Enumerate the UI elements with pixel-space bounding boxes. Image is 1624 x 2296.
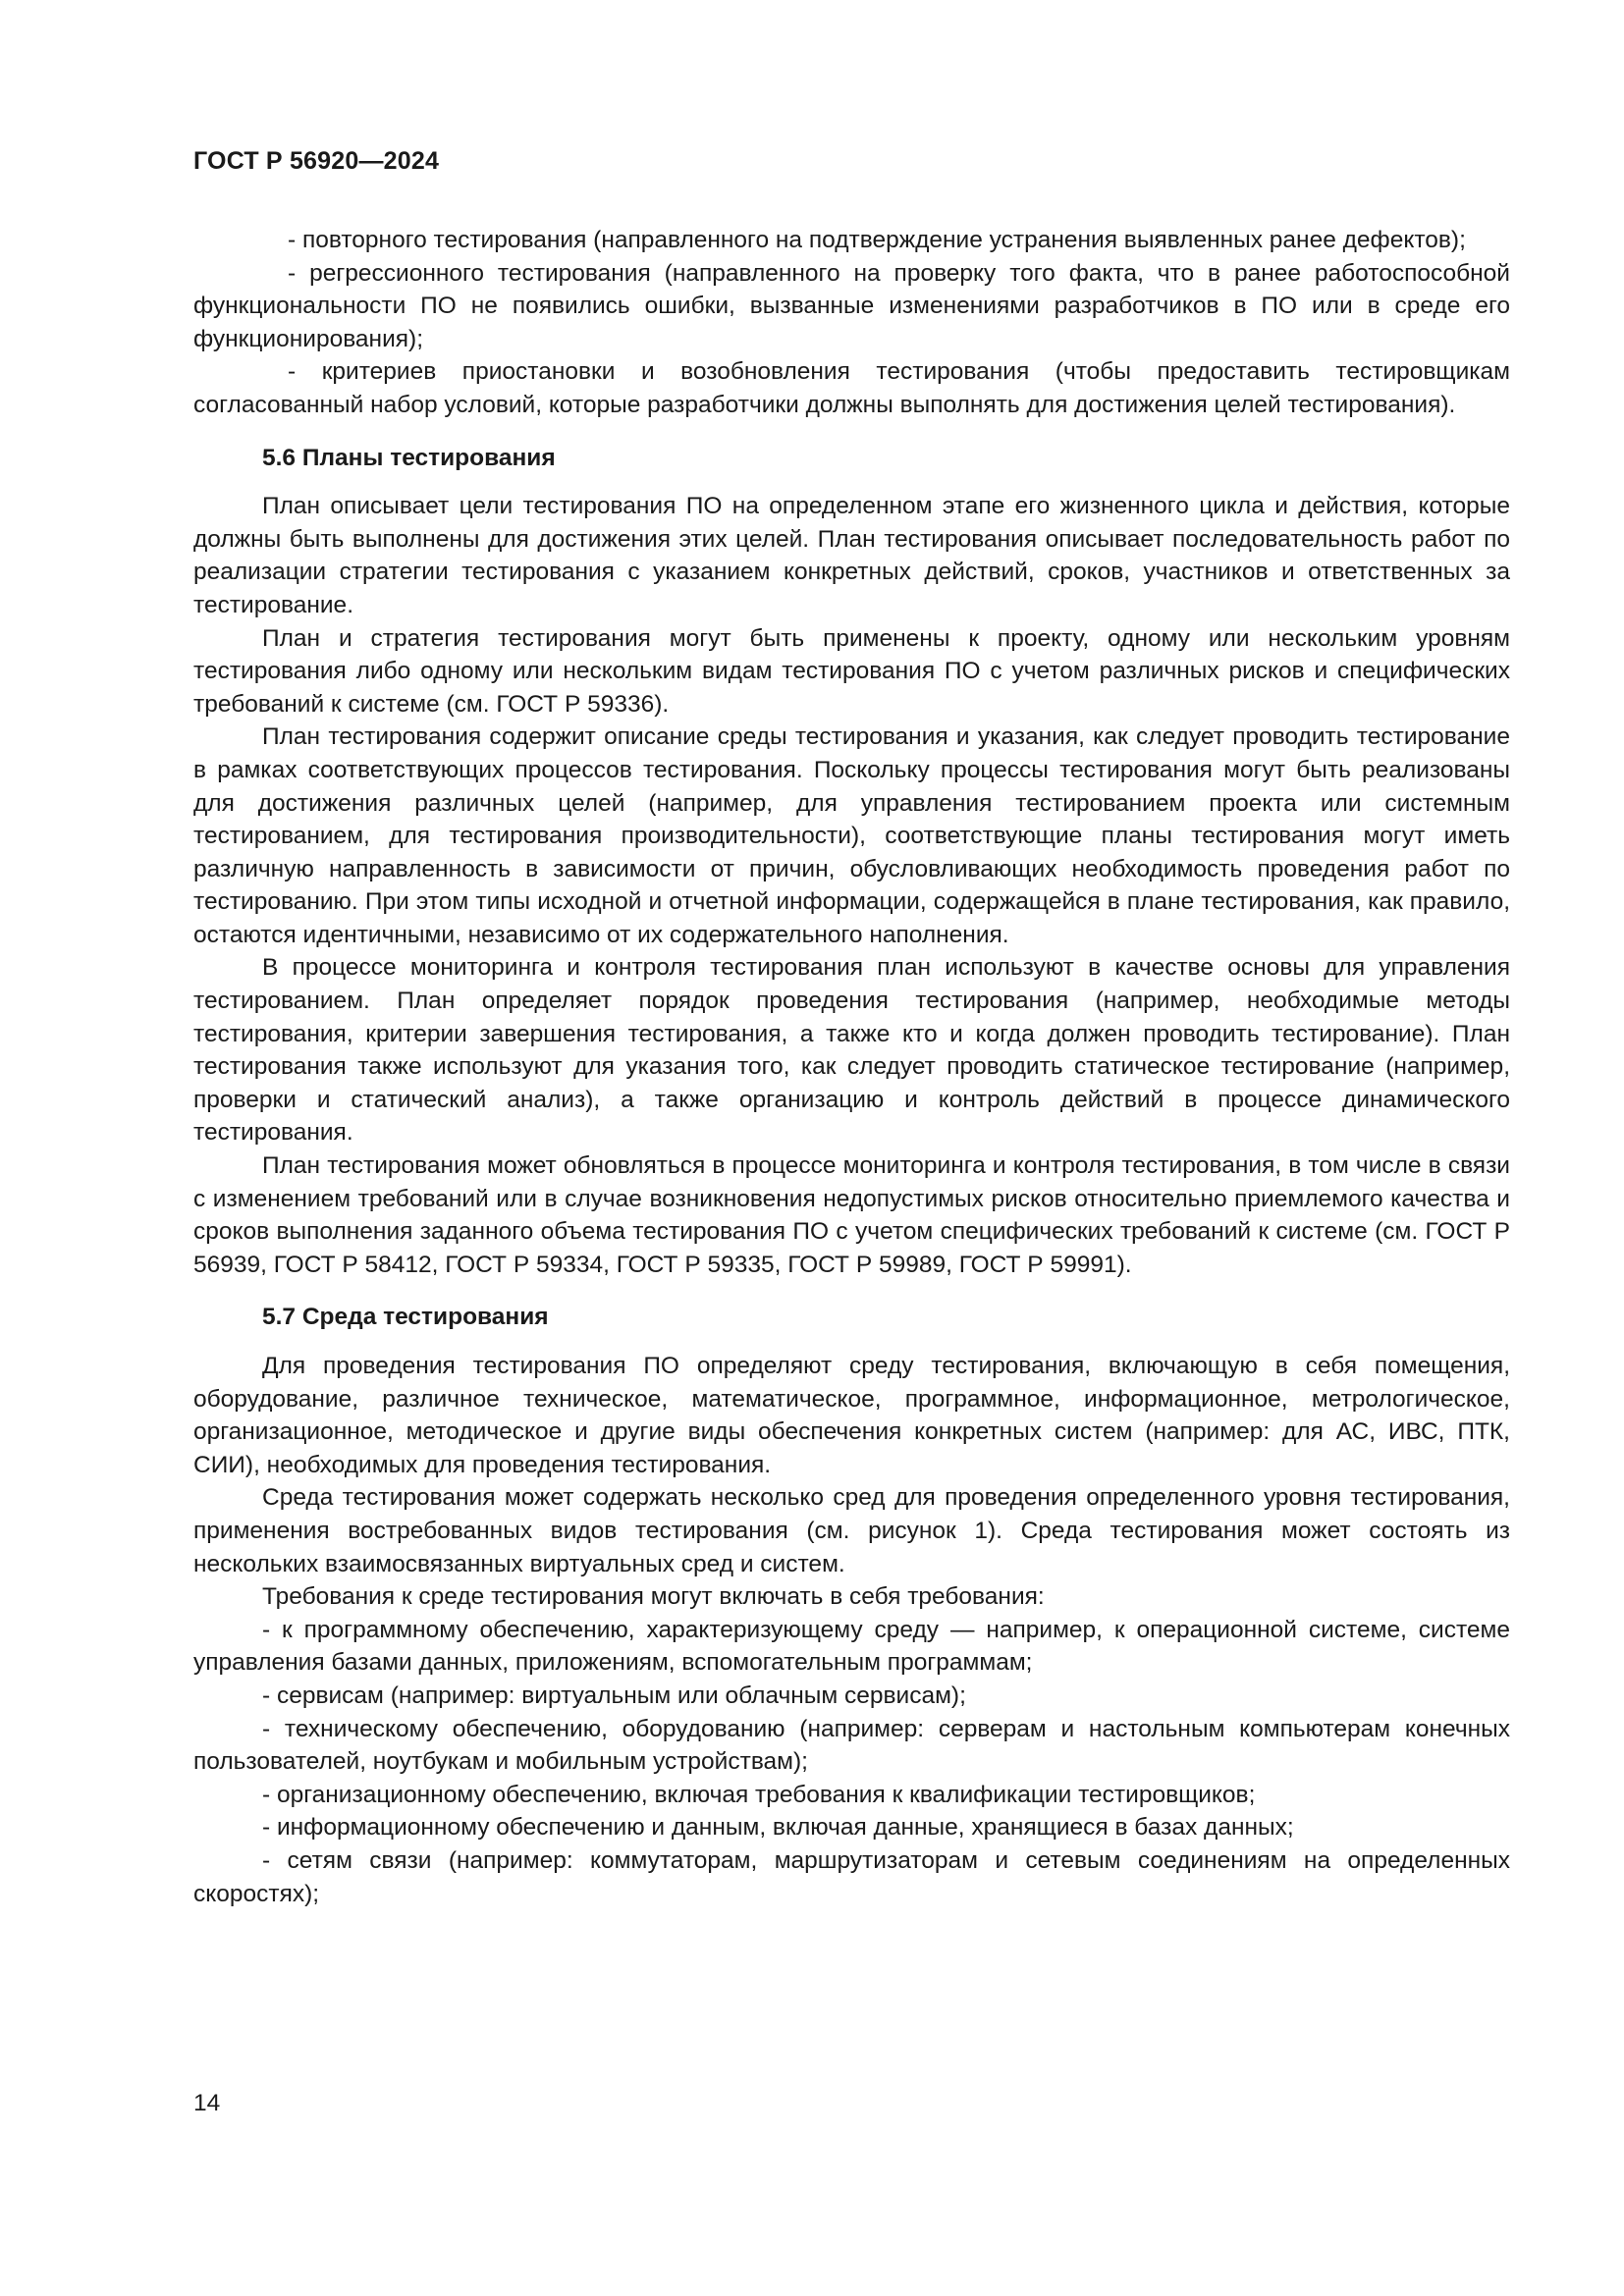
section-5-6-paragraph: В процессе мониторинга и контроля тестирования план используют в качестве основы для управления тестированием. План определяет порядок проведения тестирования (например, необходимые методы тестирования, критерии завершения тестирования, а также кто и когда должен проводить тестирование). План тестирования также используют для указания того, как следует проводить статическое тестирование (например, проверки и статический анализ), а также организацию и контроль действий в процессе динамического тестирования. [193,954,1510,1147]
section-5-6-paragraph: План тестирования содержит описание среды тестирования и указания, как следует проводить тестирование в рамках соответствующих процессов тестирования. Поскольку процессы тестирования могут быть реализованы для достижения различных целей (например, для управления тестированием проекта или системным тестированием, для тестирования производительности), соответствующие планы тестирования могут иметь различную направленность в зависимости от причин, обусловливающих необходимость проведения работ по тестированию. При этом типы исходной и отчетной информации, содержащейся в плане тестирования, как правило, остаются идентичными, независимо от их содержательного наполнения. [193,723,1510,948]
section-5-7-paragraph: Для проведения тестирования ПО определяют среду тестирования, включающую в себя помещения, оборудование, различное техническое, математическое, программное, информационное, метрологическое, организационное, методическое и другие виды обеспечения конкретных систем (например: для АС, ИВС, ПТК, СИИ), необходимых для проведения тестирования. [193,1353,1510,1478]
section-5-7-paragraph: Требования к среде тестирования могут включать в себя требования: [262,1583,1045,1611]
page-number: 14 [193,2090,221,2116]
intro-list-item: - регрессионного тестирования (направленного на проверку того факта, что в ранее работоспособной функциональности ПО не появились ошибки, вызванные изменениями разработчиков в ПО или в среде его функционирования); [193,259,1510,352]
section-5-7-paragraph: Среда тестирования может содержать несколько сред для проведения определенного уровня тестирования, применения востребованных видов тестирования (см. рисунок 1). Среда тестирования может состоять из нескольких взаимосвязанных виртуальных сред и систем. [193,1484,1510,1577]
document-body [193,224,1510,1910]
requirements-list-item: - информационному обеспечению и данным, включая данные, хранящиеся в базах данных; [262,1814,1294,1842]
intro-list-item: - повторного тестирования (направленного на подтверждение устранения выявленных ранее дефектов); [288,227,1466,253]
document-code-header: ГОСТ Р 56920—2024 [193,147,440,175]
section-heading-5-7: 5.7 Среда тестирования [262,1304,549,1331]
section-5-6-paragraph: План описывает цели тестирования ПО на определенном этапе его жизненного цикла и действия, которые должны быть выполнены для достижения этих целей. План тестирования описывает последовательность работ по реализации стратегии тестирования с указанием конкретных действий, сроков, участников и ответственных за тестирование. [193,493,1510,618]
requirements-list-item: - сервисам (например: виртуальным или облачным сервисам); [262,1682,966,1709]
requirements-list-item: - к программному обеспечению, характеризующему среду — например, к операционной системе, системе управления базами данных, приложениям, вспомогательным программам; [193,1616,1510,1677]
section-5-6-paragraph: План и стратегия тестирования могут быть применены к проекту, одному или нескольким уровням тестирования либо одному или нескольким видам тестирования ПО с учетом различных рисков и специфических требований к системе (см. ГОСТ Р 59336). [193,624,1510,718]
section-heading-5-6: 5.6 Планы тестирования [262,444,556,471]
intro-list-item: - критериев приостановки и возобновления тестирования (чтобы предоставить тестировщикам согласованный набор условий, которые разработчики должны выполнять для достижения целей тестирования). [193,358,1510,418]
requirements-list-item: - организационному обеспечению, включая требования к квалификации тестировщиков; [262,1781,1256,1808]
requirements-list-item: - сетям связи (например: коммутаторам, маршрутизаторам и сетевым соединениям на определенных скоростях); [193,1846,1510,1907]
section-5-6-paragraph: План тестирования может обновляться в процессе мониторинга и контроля тестирования, в том числе в связи с изменением требований или в случае возникновения недопустимых рисков относительно приемлемого качества и сроков выполнения заданного объема тестирования ПО с учетом специфических требований к системе (см. ГОСТ Р 56939, ГОСТ Р 58412, ГОСТ Р 59334, ГОСТ Р 59335, ГОСТ Р 59989, ГОСТ Р 59991). [193,1152,1510,1278]
requirements-list-item: - техническому обеспечению, оборудованию (например: серверам и настольным компьютерам конечных пользователей, ноутбукам и мобильным устройствам); [193,1715,1510,1776]
